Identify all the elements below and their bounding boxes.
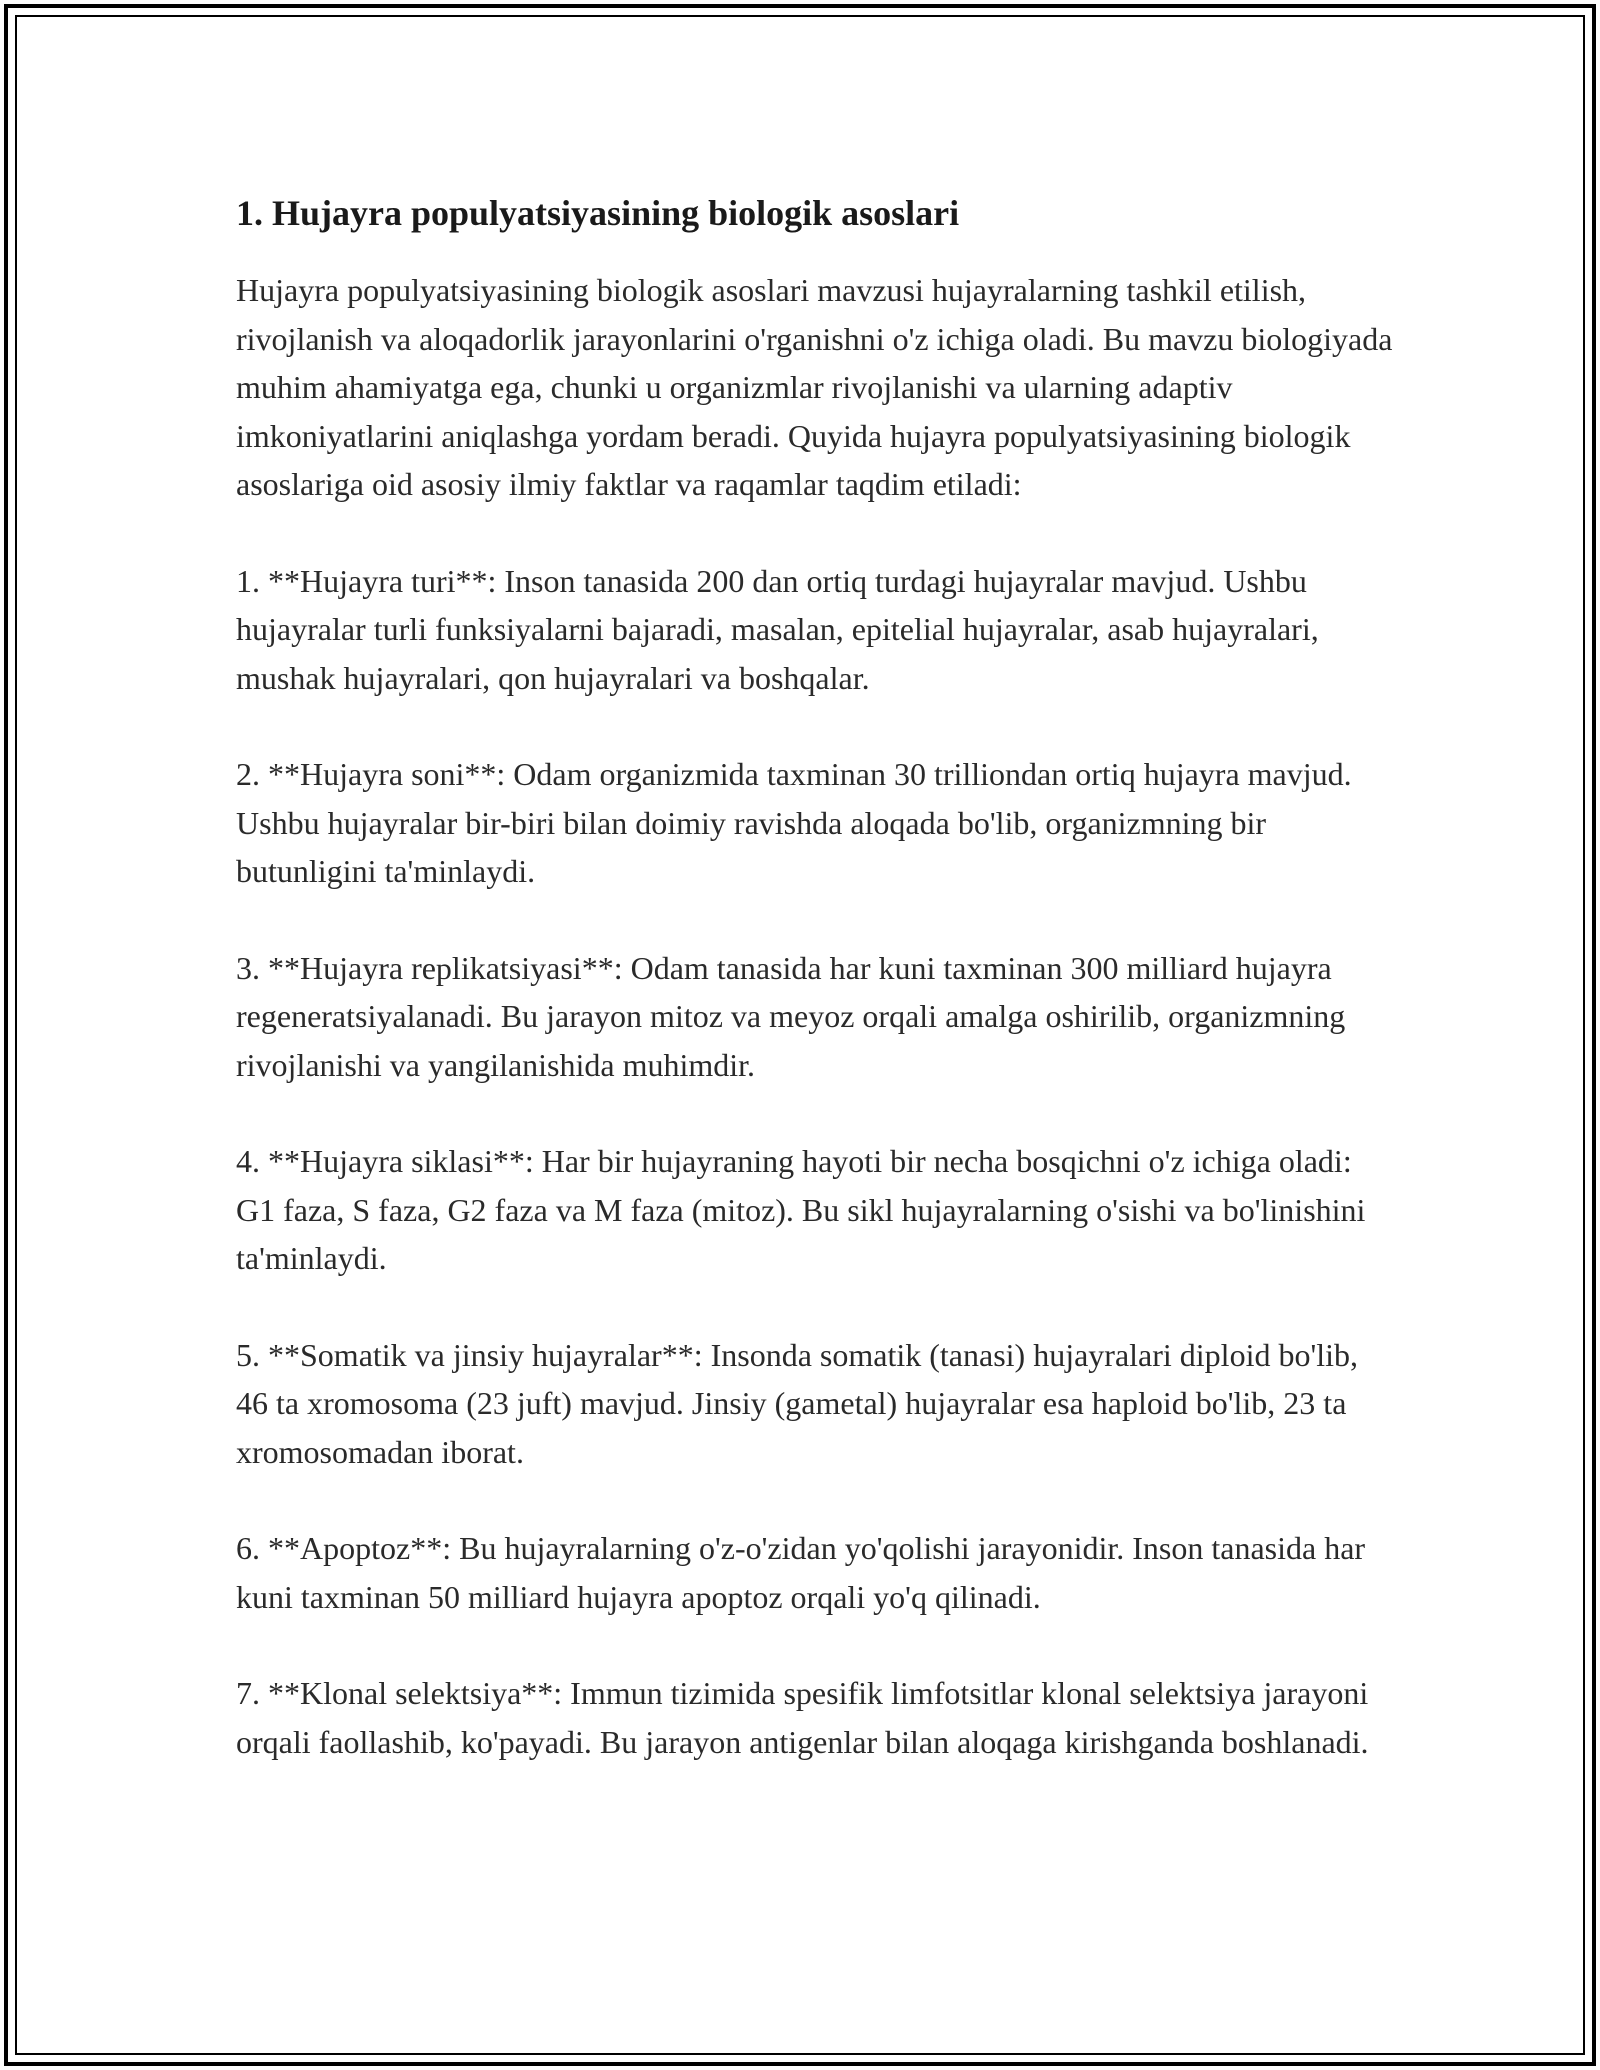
fact-somatic-germ-cells: 5. **Somatik va jinsiy hujayralar**: Insonda somatik (tanasi) hujayralari diploid bo'lib, 46 ta xromosoma (23 juft) mavjud. Jinsiy (gametal) hujayralar esa haploid bo'lib, 23 ta xromosomadan iborat. — [236, 1336, 1358, 1470]
fact-cell-replication: 3. **Hujayra replikatsiyasi**: Odam tanasida har kuni taxminan 300 milliard hujayra regeneratsiyalanadi. Bu jarayon mitoz va meyoz orqali amalga oshirilib, organizmning rivojlanishi va yangilanishida muhimdir. — [236, 949, 1346, 1083]
document-title: 1. Hujayra populyatsiyasining biologik asoslari — [236, 193, 960, 233]
fact-apoptosis: 6. **Apoptoz**: Bu hujayralarning o'z-o'zidan yo'qolishi jarayonidir. Inson tanasida har kuni taxminan 50 milliard hujayra apoptoz orqali yo'q qilinadi. — [236, 1530, 1366, 1615]
document-body — [236, 186, 1396, 1814]
fact-cell-types: 1. **Hujayra turi**: Inson tanasida 200 dan ortiq turdagi hujayralar mavjud. Ushbu hujayralar turli funksiyalarni bajaradi, masalan, epitelial hujayralar, asab hujayralari, mushak hujayralari, qon hujayralari va boshqalar. — [236, 562, 1319, 696]
fact-clonal-selection: 7. **Klonal selektsiya**: Immun tizimida spesifik limfotsitlar klonal selektsiya jarayoni orqali faollashib, ko'payadi. Bu jarayon antigenlar bilan aloqaga kirishganda boshlanadi. — [236, 1675, 1369, 1760]
fact-cell-cycle: 4. **Hujayra siklasi**: Har bir hujayraning hayoti bir necha bosqichni o'z ichiga oladi: G1 faza, S faza, G2 faza va M faza (mitoz). Bu sikl hujayralarning o'sishi va bo'linishini ta'minlaydi. — [236, 1143, 1366, 1276]
intro-paragraph: Hujayra populyatsiyasining biologik asoslari mavzusi hujayralarning tashkil etilish, rivojlanish va aloqadorlik jarayonlarini o'rganishni o'z ichiga oladi. Bu mavzu biologiyada muhim ahamiyatga ega, chunki u organizmlar rivojlanishi va ularning adaptiv imkoniyatlarini aniqlashga yordam beradi. Quyida hujayra populyatsiyasining biologik asoslariga oid asosiy ilmiy faktlar va raqamlar taqdim etiladi: — [236, 272, 1393, 502]
fact-cell-count: 2. **Hujayra soni**: Odam organizmida taxminan 30 trilliondan ortiq hujayra mavjud. Ushbu hujayralar bir-biri bilan doimiy ravishda aloqada bo'lib, organizmning bir butunligini ta'minlaydi. — [236, 756, 1352, 889]
